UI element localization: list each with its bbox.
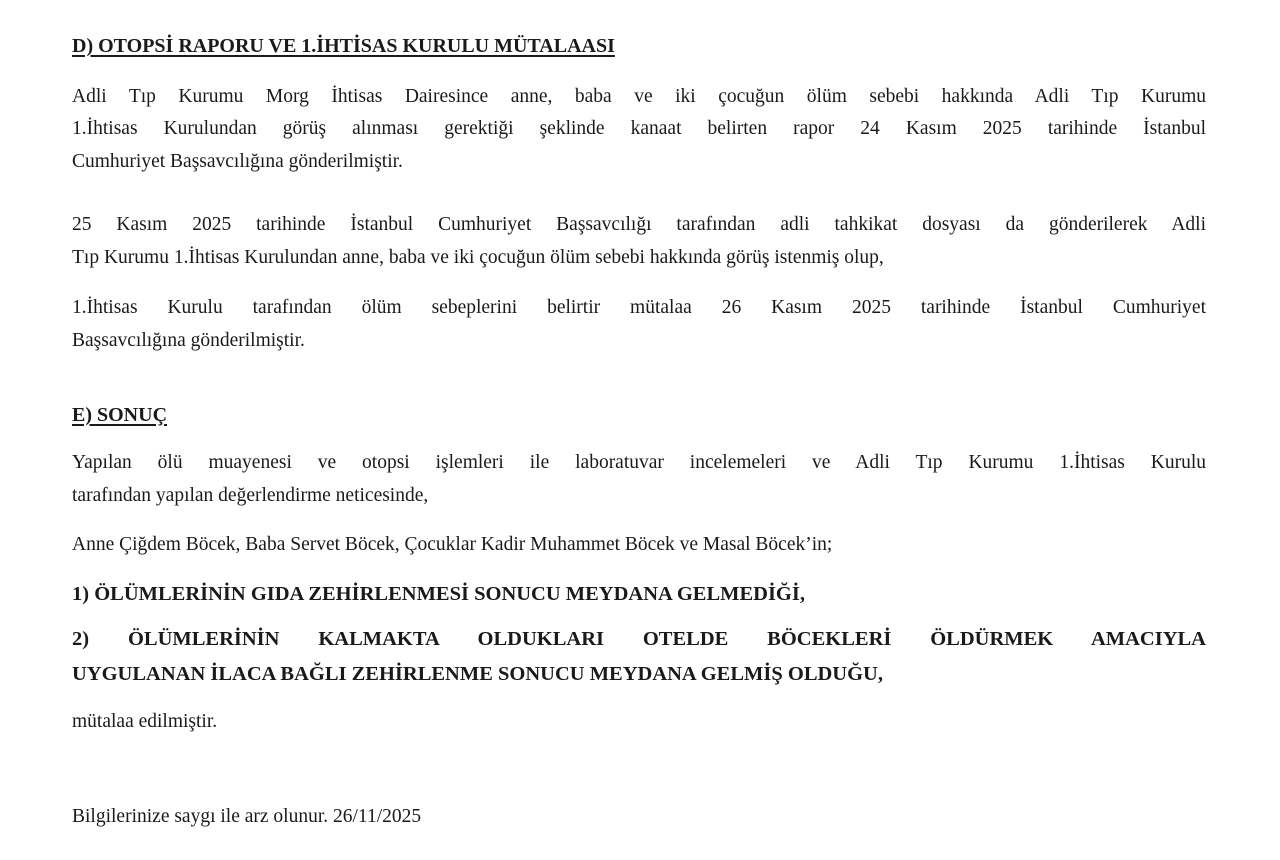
section-e-paragraph-1-line-1: Yapılan ölü muayenesi ve otopsi işlemleri ile laboratuvar incelemeleri ve Adli Tıp Kurumu 1.İhtisas Kurulu	[72, 452, 1206, 473]
section-d-paragraph-2-line-1: 25 Kasım 2025 tarihinde İstanbul Cumhuriyet Başsavcılığı tarafından adli tahkikat dosyası da gönderilerek Adli	[72, 214, 1206, 235]
section-d-heading: D) OTOPSİ RAPORU VE 1.İHTİSAS KURULU MÜTALAASI	[72, 35, 615, 57]
section-e-heading: E) SONUÇ	[72, 404, 168, 426]
finding-1: 1) ÖLÜMLERİNİN GIDA ZEHİRLENMESİ SONUCU MEYDANA GELMEDİĞİ,	[72, 583, 805, 605]
section-d-paragraph-1-line-3: Cumhuriyet Başsavcılığına gönderilmiştir.	[72, 151, 403, 172]
signoff-line: Bilgilerinize saygı ile arz olunur. 26/11/2025	[72, 806, 422, 827]
section-d-paragraph-2-line-2: Tıp Kurumu 1.İhtisas Kurulundan anne, baba ve iki çocuğun ölüm sebebi hakkında görüş istenmiş olup,	[72, 247, 884, 268]
finding-2-line-1: 2) ÖLÜMLERİNİN KALMAKTA OLDUKLARI OTELDE BÖCEKLERİ ÖLDÜRMEK AMACIYLA	[72, 628, 1206, 650]
section-d-paragraph-1-line-1: Adli Tıp Kurumu Morg İhtisas Dairesince anne, baba ve iki çocuğun ölüm sebebi hakkında Adli Tıp Kurumu	[72, 86, 1206, 107]
section-d-paragraph-1-line-2: 1.İhtisas Kurulundan görüş alınması gerektiği şeklinde kanaat belirten rapor 24 Kasım 2025 tarihinde İstanbul	[72, 118, 1206, 139]
section-e-paragraph-2: Anne Çiğdem Böcek, Baba Servet Böcek, Çocuklar Kadir Muhammet Böcek ve Masal Böcek’in;	[72, 534, 833, 555]
section-d-paragraph-3-line-2: Başsavcılığına gönderilmiştir.	[72, 330, 305, 351]
closing-statement: mütalaa edilmiştir.	[72, 711, 218, 732]
section-e-paragraph-1-line-2: tarafından yapılan değerlendirme neticesinde,	[72, 485, 429, 506]
finding-2-line-2: UYGULANAN İLACA BAĞLI ZEHİRLENME SONUCU MEYDANA GELMİŞ OLDUĞU,	[72, 663, 883, 685]
section-d-paragraph-3-line-1: 1.İhtisas Kurulu tarafından ölüm sebeplerini belirtir mütalaa 26 Kasım 2025 tarihinde İstanbul Cumhuriyet	[72, 297, 1206, 318]
